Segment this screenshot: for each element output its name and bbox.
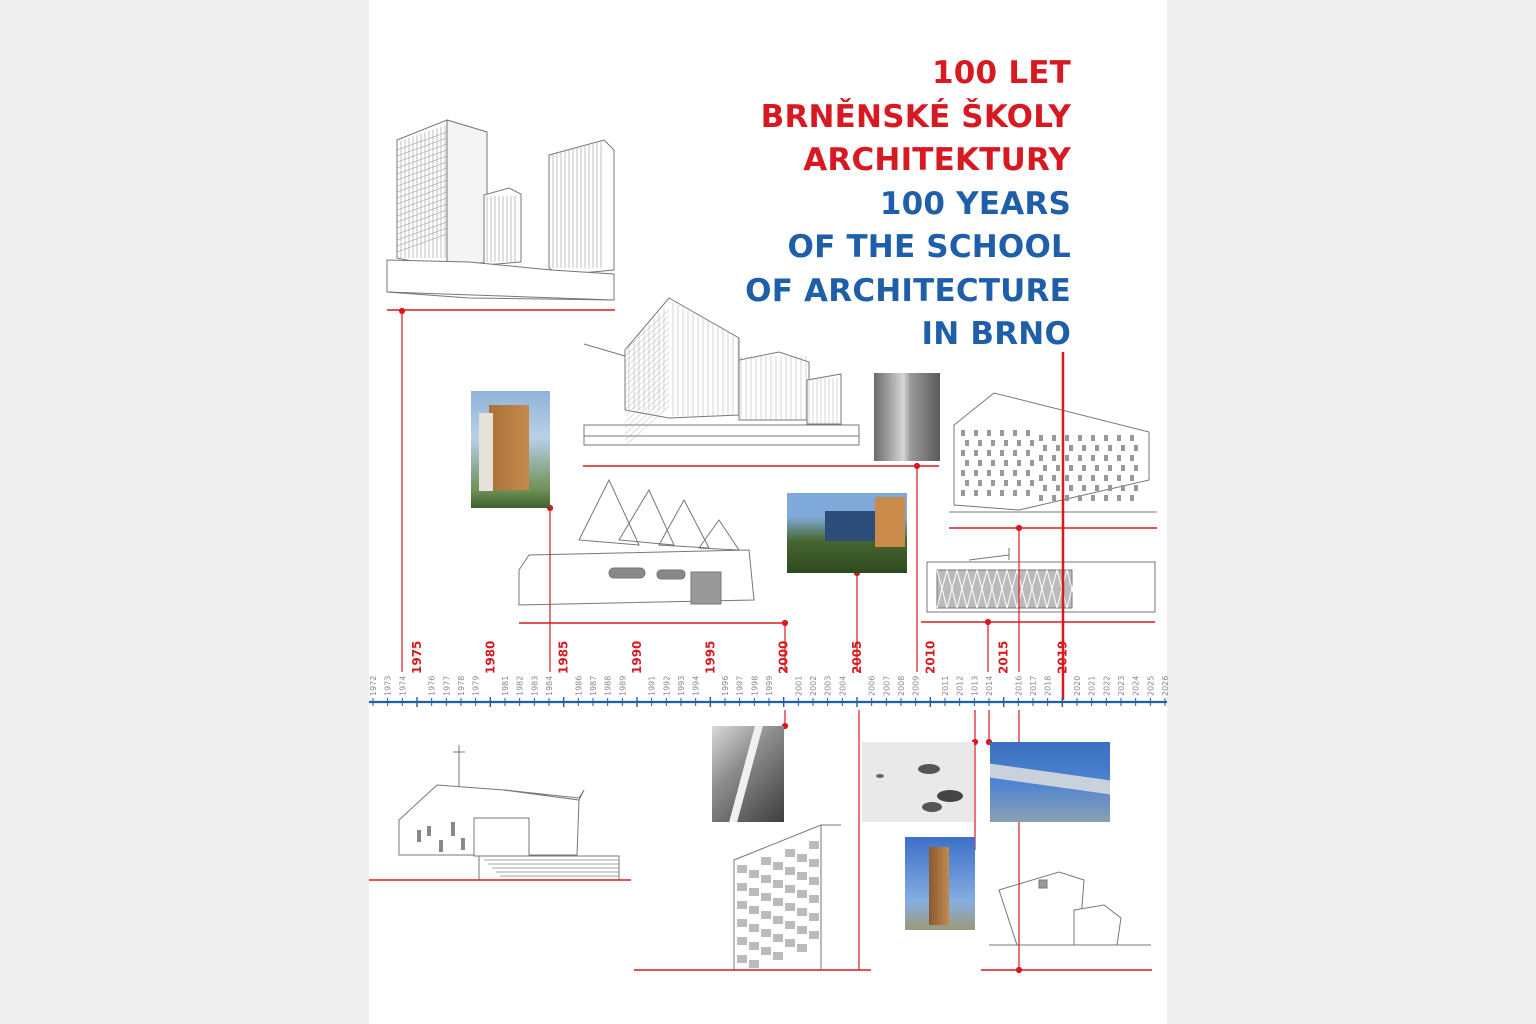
photo-corridor xyxy=(874,373,940,461)
major-year-label: 1995 xyxy=(703,640,718,674)
minor-year-label: 2011 xyxy=(941,675,950,696)
lattice-pavilion-drawing xyxy=(927,548,1155,612)
cover-title xyxy=(745,52,1071,357)
book-cover xyxy=(369,0,1170,1024)
minor-year-label: 2014 xyxy=(985,675,994,696)
minor-year-label: 2003 xyxy=(823,675,833,696)
title-en-line-2: OF THE SCHOOL xyxy=(787,229,1071,265)
minor-year-label: 1981 xyxy=(501,675,510,696)
minor-year-label: 1988 xyxy=(603,675,613,696)
minor-year-label: 1998 xyxy=(750,675,760,696)
title-cz-line-2: BRNĚNSKÉ ŠKOLY xyxy=(760,98,1071,135)
major-year-label: 1990 xyxy=(630,640,644,674)
title-en-line-4: IN BRNO xyxy=(921,316,1071,352)
minor-year-label: 2025 xyxy=(1146,675,1156,696)
minor-year-label: 1978 xyxy=(457,675,466,696)
major-year-label: 2005 xyxy=(850,640,864,674)
minor-year-label: 2021 xyxy=(1087,675,1097,696)
major-year-label: 2019 xyxy=(1055,640,1070,674)
title-cz-line-3: ARCHITEKTURY xyxy=(803,142,1071,178)
pavilion-drawing xyxy=(519,480,754,605)
minor-year-label: 1982 xyxy=(515,675,525,696)
photo-steel-canopy xyxy=(990,742,1110,822)
major-year-label: 1975 xyxy=(410,640,424,674)
photo-brown-tower xyxy=(471,391,550,508)
major-year-label: 1980 xyxy=(483,640,498,674)
minor-year-label: 1976 xyxy=(427,675,437,696)
minor-year-label: 1987 xyxy=(589,675,598,696)
title-cz-line-1: 100 LET xyxy=(932,55,1071,91)
minor-year-label: 2008 xyxy=(897,675,906,696)
right-office-drawing xyxy=(949,393,1157,512)
minor-year-label: 1983 xyxy=(530,675,540,696)
minor-year-label: 2023 xyxy=(1117,675,1126,696)
minor-year-label: 2009 xyxy=(911,675,921,696)
timeline-year-labels xyxy=(369,641,1170,696)
minor-year-label: 1999 xyxy=(765,675,774,696)
photo-highrise xyxy=(905,837,975,930)
minor-year-label: 2007 xyxy=(882,675,892,696)
minor-year-label: 2022 xyxy=(1102,675,1112,696)
minor-year-label: 2004 xyxy=(838,675,848,696)
photo-green-campus xyxy=(787,493,907,573)
major-year-label: 2010 xyxy=(923,640,938,674)
minor-year-label: 1013 xyxy=(970,675,980,696)
minor-year-label: 2012 xyxy=(955,675,965,696)
angular-villa-drawing xyxy=(989,872,1151,945)
minor-year-label: 2001 xyxy=(794,675,804,696)
major-year-label: 1985 xyxy=(556,640,571,674)
minor-year-label: 1984 xyxy=(545,675,554,696)
minor-year-label: 1989 xyxy=(618,675,628,696)
major-year-label: 2000 xyxy=(776,640,791,674)
photo-glass-atrium xyxy=(712,726,784,822)
minor-year-label: 2006 xyxy=(867,675,877,696)
title-en-line-3: OF ARCHITECTURE xyxy=(745,272,1071,309)
minor-year-label: 2026 xyxy=(1161,675,1170,696)
major-year-label: 2015 xyxy=(996,640,1011,674)
minor-year-label: 1997 xyxy=(735,675,745,696)
minor-year-label: 1979 xyxy=(471,675,481,696)
minor-year-label: 1973 xyxy=(383,675,393,696)
title-en-line-1: 100 YEARS xyxy=(879,185,1071,222)
minor-year-label: 1994 xyxy=(691,675,701,696)
photo-round-skylights xyxy=(862,742,974,822)
minor-year-label: 1977 xyxy=(442,675,452,696)
minor-year-label: 1972 xyxy=(369,675,378,696)
minor-year-label: 1991 xyxy=(647,675,657,696)
minor-year-label: 2017 xyxy=(1029,675,1038,696)
minor-year-label: 1996 xyxy=(721,675,730,696)
minor-year-label: 2002 xyxy=(809,675,818,696)
minor-year-label: 1986 xyxy=(574,675,584,696)
minor-year-label: 2018 xyxy=(1043,675,1053,696)
minor-year-label: 2024 xyxy=(1131,675,1141,696)
minor-year-label: 1992 xyxy=(662,675,672,696)
minor-year-label: 1974 xyxy=(398,675,408,696)
minor-year-label: 2020 xyxy=(1073,675,1082,696)
minor-year-label: 1993 xyxy=(677,675,686,696)
minor-year-label: 2016 xyxy=(1014,675,1024,696)
